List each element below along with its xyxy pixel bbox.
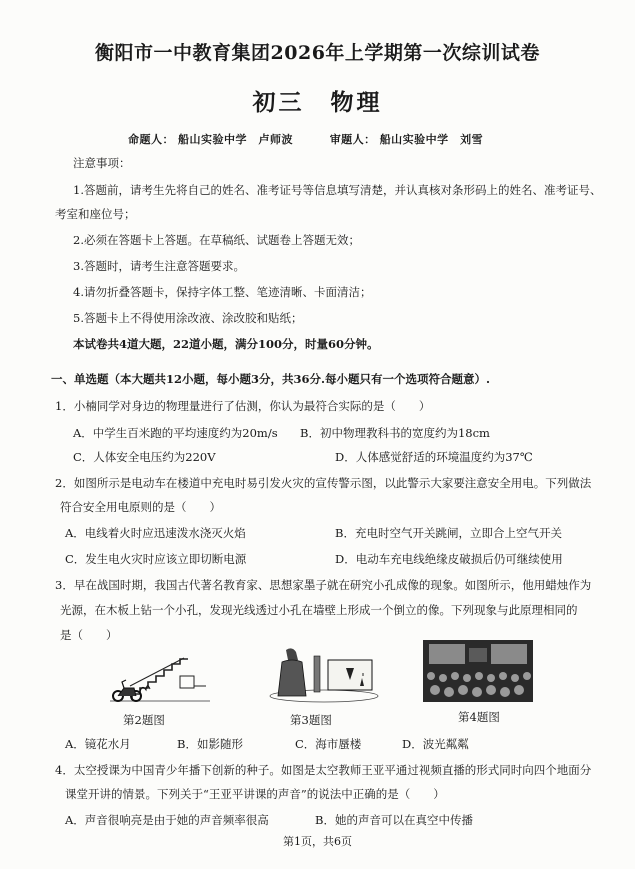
authors-line — [128, 133, 487, 147]
notice-item-1: 1.答题前，请考生先将自己的姓名、准考证号等信息填写清楚，并认真核对条形码上的姓名、准考证号、 — [73, 183, 602, 197]
fig2-scooter-stairwell-image — [110, 656, 210, 704]
notice-item-5: 5.答题卡上不得使用涂改液、涂改胶和贴纸； — [73, 311, 303, 325]
exam-title: 衡阳市一中教育集团2026年上学期第一次综训试卷 — [95, 42, 540, 64]
q3-option-a: A．镜花水月 — [65, 737, 131, 751]
exam-summary: 本试卷共4道大题，22道小题，满分100分，时量60分钟。 — [73, 337, 379, 351]
notice-item-2: 2.必须在答题卡上答题。在草稿纸、试题卷上答题无效； — [73, 233, 360, 247]
q2-option-d: D．电动车充电线绝缘皮破损后仍可继续使用 — [335, 552, 563, 566]
setter-name: 船山实验中学 卢师波 — [178, 133, 293, 146]
subject-title: 初三 物理 — [252, 89, 383, 116]
q2-option-b: B．充电时空气开关跳闸，立即合上空气开关 — [335, 526, 562, 540]
q1-option-a: A．中学生百米跑的平均速度约为20m/s — [73, 426, 278, 440]
setter-label: 命题人： — [128, 133, 174, 146]
fig4-caption: 第4题图 — [458, 710, 500, 724]
q2-option-a: A．电线着火时应迅速泼水浇灭火焰 — [65, 526, 246, 540]
reviewer-label: 审题人： — [329, 133, 376, 146]
q3-stem-line1: 3．早在战国时期，我国古代著名教育家、思想家墨子就在研究小孔成像的现象。如图所示，他用蜡烛作为 — [55, 578, 592, 592]
q2-stem-line2: 符合安全用电原则的是（ ） — [60, 500, 221, 514]
q3-option-b: B．如影随形 — [177, 737, 243, 751]
q1-option-c: C．人体安全电压约为220V — [73, 450, 216, 464]
q3-stem-line3: 是（ ） — [60, 628, 118, 642]
q2-option-c: C．发生电火灾时应该立即切断电源 — [65, 552, 247, 566]
fig4-classroom-photo-image — [423, 640, 533, 702]
fig2-caption: 第2题图 — [123, 713, 165, 727]
q3-stem-line2: 光源，在木板上钻一个小孔，发现光线透过小孔在墙壁上形成一个倒立的像。下列现象与此原理相同的 — [60, 603, 578, 617]
q1-stem: 1．小楠同学对身边的物理量进行了估测，你认为最符合实际的是（ ） — [55, 399, 431, 413]
q1-option-b: B．初中物理教科书的宽度约为18cm — [300, 426, 490, 440]
section1-heading: 一、单选题（本大题共12小题，每小题3分，共36分.每小题只有一个选项符合题意）. — [51, 372, 491, 386]
notice-item-1-cont: 考室和座位号； — [55, 207, 136, 221]
fig3-pinhole-scene-image — [268, 646, 380, 704]
q4-stem-line1: 4．太空授课为中国青少年播下创新的种子。如图是太空教师王亚平通过视频直播的形式同时向四个地面分 — [55, 763, 592, 777]
q4-option-b: B．她的声音可以在真空中传播 — [315, 813, 473, 827]
q2-stem-line1: 2．如图所示是电动车在楼道中充电时易引发火灾的宣传警示图，以此警示大家要注意安全用电。下列做法 — [55, 476, 592, 490]
q3-option-d: D．波光粼粼 — [402, 737, 469, 751]
page-number: 第1页，共6页 — [283, 835, 352, 848]
notice-item-3: 3.答题时，请考生注意答题要求。 — [73, 259, 245, 273]
q1-option-d: D．人体感觉舒适的环境温度约为37℃ — [335, 450, 533, 464]
reviewer-name: 船山实验中学 刘雪 — [379, 133, 484, 146]
q4-stem-line2: 课堂开讲的情景。下列关于“王亚平讲课的声音”的说法中正确的是（ ） — [65, 787, 445, 801]
notice-heading: 注意事项： — [73, 156, 131, 170]
q4-option-a: A．声音很响亮是由于她的声音频率很高 — [65, 813, 269, 827]
q3-option-c: C．海市蜃楼 — [295, 737, 362, 751]
notice-item-4: 4.请勿折叠答题卡，保持字体工整、笔迹清晰、卡面清洁； — [73, 285, 372, 299]
fig3-caption: 第3题图 — [290, 713, 332, 727]
